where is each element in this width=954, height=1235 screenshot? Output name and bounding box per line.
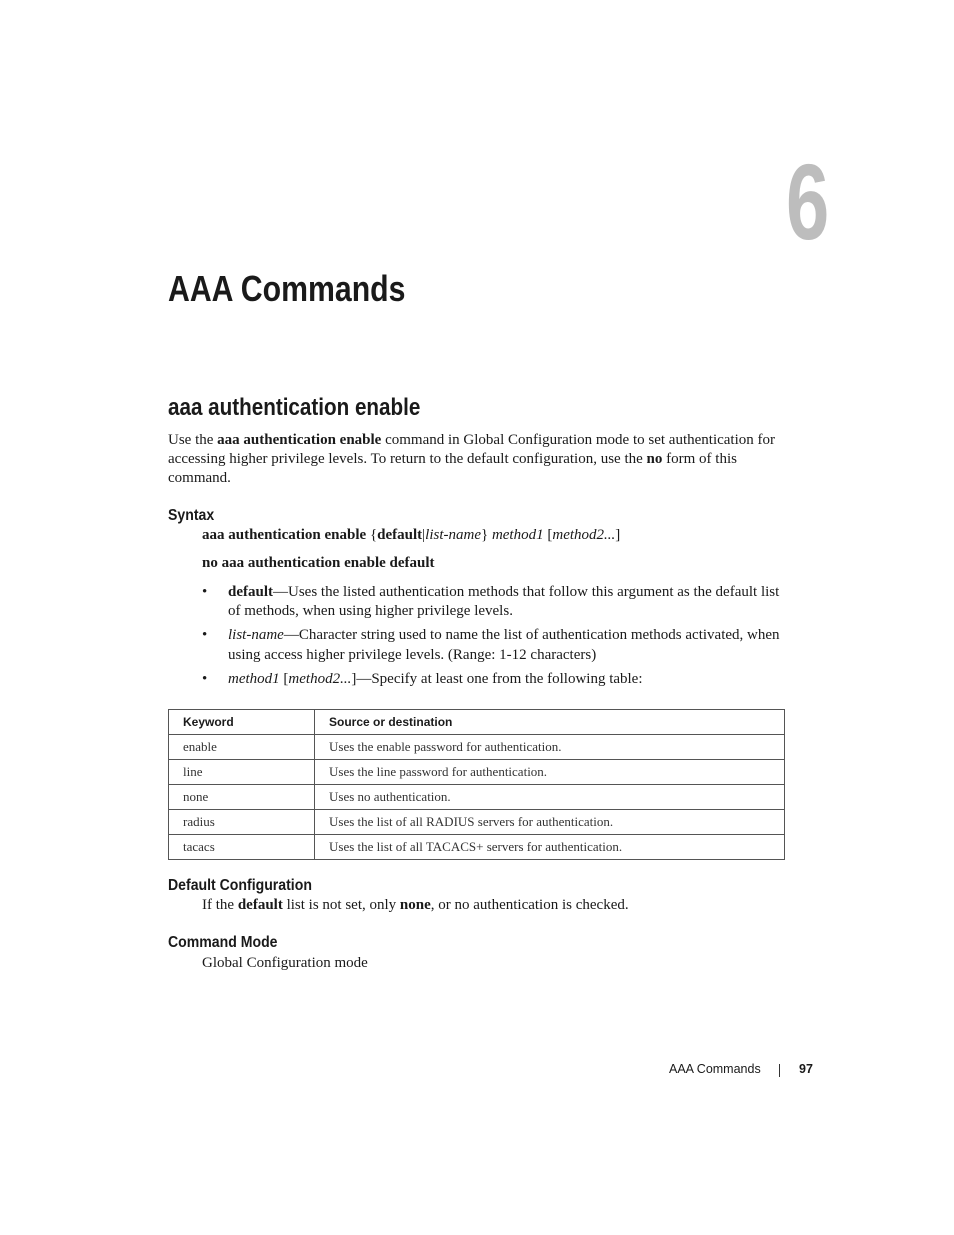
argument-term: method2... [288,670,352,687]
keyword-cell: none [169,785,315,810]
table-row [169,785,785,810]
intro-text: command in Global Configuration mode to set authentication for accessing higher privilege levels. To return to the default configuration, use the [168,432,776,468]
bullet-icon: • [202,627,208,644]
syntax-list-name: list-name [425,527,481,543]
table-row [169,760,785,785]
argument-item-method [202,670,792,689]
description-cell: Uses the list of all TACACS+ servers for authentication. [315,835,785,860]
default-config-text: If the [202,897,238,913]
default-config-keyword: none [399,897,431,913]
default-config-text: , or no authentication is checked. [430,897,629,913]
syntax-brace: } [480,527,489,543]
argument-term: method1 [228,670,280,687]
chapter-number: 6 [786,141,830,262]
keyword-table [168,709,785,860]
description-cell: Uses the enable password for authentication. [315,735,785,760]
intro-paragraph [168,431,786,489]
syntax-line-2: no aaa authentication enable default [202,555,435,571]
default-config-text: list is not set, only [282,897,400,913]
argument-description: ]—Specify at least one from the following table: [351,670,643,687]
argument-description: —Uses the listed authentication methods that follow this argument as the default list of methods, when using higher privilege levels. [228,584,780,620]
table-header-row [169,710,785,735]
intro-text: form of this command. [168,451,737,487]
syntax-line-1 [202,528,620,543]
keyword-cell: enable [169,735,315,760]
table-row [169,835,785,860]
description-cell: Uses the line password for authentication. [315,760,785,785]
column-header-source: Source or destination [315,710,785,735]
argument-list [202,583,792,694]
syntax-method1: method1 [491,527,544,543]
footer-divider [779,1064,780,1077]
intro-command: aaa authentication enable [217,432,382,448]
keyword-cell: radius [169,810,315,835]
syntax-default: default [377,527,423,543]
argument-term: default [228,584,273,600]
command-mode-heading: Command Mode [168,934,278,951]
description-cell: Uses the list of all RADIUS servers for authentication. [315,810,785,835]
default-configuration-heading: Default Configuration [168,877,312,894]
footer-section-title: AAA Commands [669,1062,761,1076]
argument-item-list-name [202,626,792,664]
argument-item-default [202,583,792,621]
description-cell: Uses no authentication. [315,785,785,810]
argument-bracket: [ [279,670,289,687]
bullet-icon: • [202,584,208,600]
syntax-brace: { [369,527,378,543]
keyword-cell: line [169,760,315,785]
intro-text: Use the [168,432,218,448]
keyword-cell: tacacs [169,835,315,860]
default-configuration-text [202,898,629,913]
syntax-bracket: [ [543,527,553,543]
default-config-keyword: default [237,897,283,913]
command-mode-text: Global Configuration mode [202,955,368,971]
syntax-bracket: ] [615,527,621,543]
syntax-command: aaa authentication enable [202,527,370,543]
syntax-heading: Syntax [168,507,215,524]
page-number: 97 [799,1062,813,1076]
chapter-title: AAA Commands [168,268,406,309]
table-row [169,810,785,835]
intro-no-keyword: no [646,451,663,468]
table-row [169,735,785,760]
syntax-pipe: | [422,527,426,543]
syntax-method2: method2... [552,527,616,543]
column-header-keyword: Keyword [169,710,315,735]
argument-description: —Character string used to name the list of authentication methods activated, when using access higher privilege levels. (Range: 1-12 characters) [228,627,780,663]
bullet-icon: • [202,670,208,687]
argument-term: list-name [228,627,284,644]
section-title: aaa authentication enable [168,394,421,421]
